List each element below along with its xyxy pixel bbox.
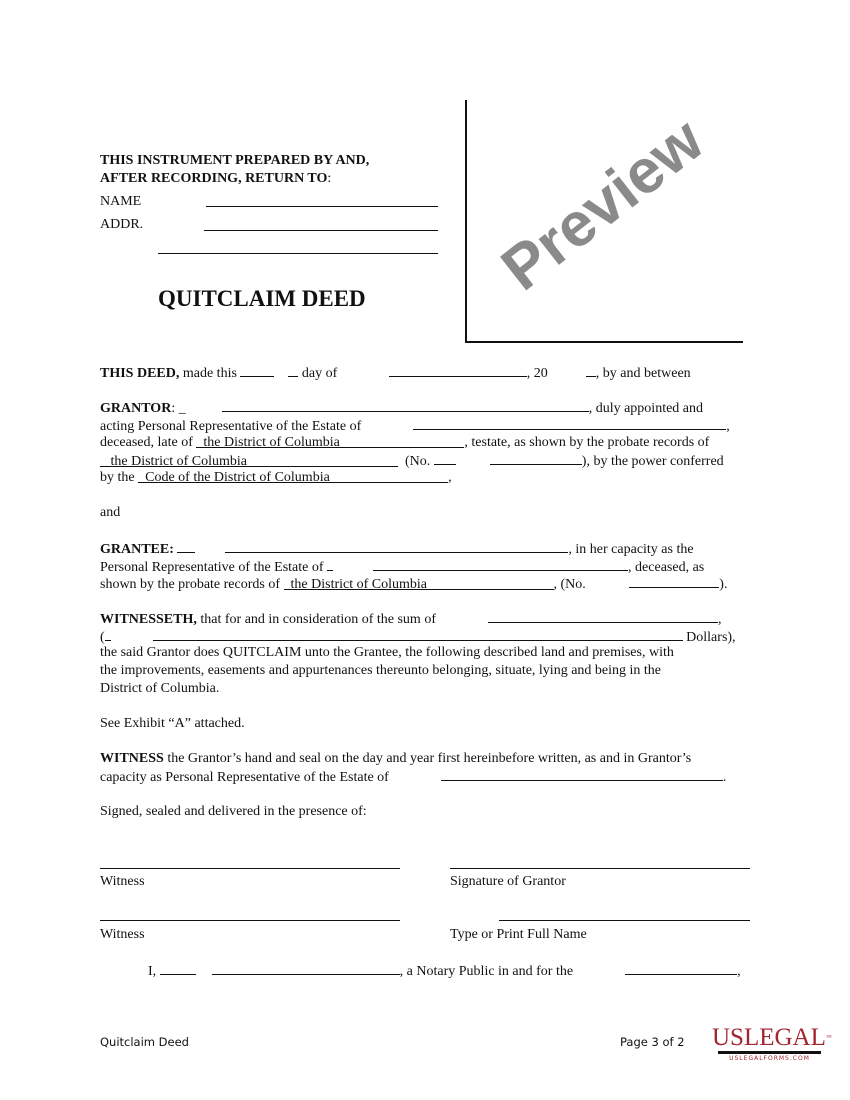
prepared-by-heading: THIS INSTRUMENT PREPARED BY AND, [100,153,370,168]
witness-2-signature-line[interactable] [100,920,400,921]
witnesseth-line-3: the said Grantor does QUITCLAIM unto the Grantee, the following described land and premises, with [100,645,674,660]
witnesseth-line-4: the improvements, easements and appurtenances thereunto belonging, situate, lying and being in the [100,663,662,678]
witnesseth-line-1: WITNESSETH, that for and in consideration of the sum of , [100,609,721,628]
uslegal-logo: USLEGAL™ USLEGALFORMS.COM [712,1024,832,1062]
grantee-line-1: GRANTEE: , in her capacity as the [100,539,694,558]
preview-watermark: Preview [489,105,717,304]
name-field[interactable] [206,206,438,207]
grantor-signature-line[interactable] [450,868,750,869]
addr-label: ADDR. [100,217,144,232]
and-text: and [100,505,121,520]
grantee-line-3: shown by the probate records of the District of Columbia , (No. ). [100,574,727,593]
footer-doc-name: Quitclaim Deed [100,1035,189,1049]
witness-1-signature-line[interactable] [100,868,400,869]
deed-date-line: THIS DEED, made this day of , 20 , by and between [100,363,691,382]
grantor-line-5: by the Code of the District of Columbia , [100,470,452,485]
return-to-heading: AFTER RECORDING, RETURN TO: [100,171,332,186]
grantor-line-1: GRANTOR: _ , duly appointed and [100,398,703,417]
exhibit-text: See Exhibit “A” attached. [100,716,245,731]
witnesseth-line-5: District of Columbia. [100,681,220,696]
grantee-line-2: Personal Representative of the Estate of , deceased, as [100,557,704,576]
footer-page-number: Page 3 of 2 [620,1035,685,1049]
recording-box-horizontal-line [465,341,743,343]
logo-eagle-bar [718,1051,821,1054]
witness-2-label: Witness [100,927,145,942]
print-name-label: Type or Print Full Name [450,927,587,942]
name-label: NAME [100,194,142,209]
grantor-line-2: acting Personal Representative of the Estate of , [100,416,730,435]
signed-text: Signed, sealed and delivered in the presence of: [100,804,367,819]
print-name-line[interactable] [499,920,750,921]
grantor-line-3: deceased, late of the District of Columbia , testate, as shown by the probate records of [100,435,710,450]
grantor-line-4: the District of Columbia (No. ), by the power conferred [100,451,724,470]
page-title: QUITCLAIM DEED [158,286,366,311]
witnesseth-line-2: ( Dollars), [100,627,736,646]
recording-box-vertical-line [465,100,467,343]
witness-line-2: capacity as Personal Representative of the Estate of . [100,767,726,786]
notary-line: I, , a Notary Public in and for the , [148,961,741,980]
addr-field-1[interactable] [204,230,438,231]
witness-line-1: WITNESS the Grantor’s hand and seal on the day and year first hereinbefore written, as and in Grantor’s [100,751,692,766]
witness-1-label: Witness [100,874,145,889]
grantor-signature-label: Signature of Grantor [450,874,566,889]
addr-field-2[interactable] [158,253,438,254]
